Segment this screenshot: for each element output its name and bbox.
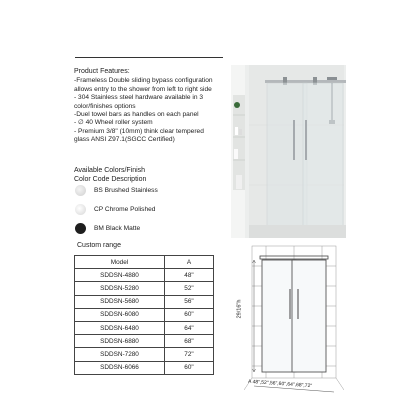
colors-heading-line2: Color Code Description <box>74 175 147 183</box>
custom-range-title: Custom range <box>77 242 121 249</box>
feature-line: - ∅ 40 Wheel roller system <box>74 119 153 127</box>
table-row <box>75 321 214 334</box>
color-option-bs <box>75 184 158 196</box>
table-row <box>75 269 214 282</box>
width-cell: 60" <box>165 308 214 321</box>
colors-heading <box>74 167 146 184</box>
width-cell: 68" <box>165 335 214 348</box>
color-label: CP Chrome Polished <box>94 205 156 213</box>
model-cell: SDDSN-6480 <box>75 321 165 334</box>
dimension-drawing <box>236 244 344 394</box>
feature-line: - Premium 3/8" (10mm) think clear tempered <box>74 127 204 135</box>
shower-photo <box>231 65 346 238</box>
feature-line: -Duel towel bars as handles on each panel <box>74 111 199 119</box>
top-divider <box>75 57 223 58</box>
width-cell: 52" <box>165 282 214 295</box>
features-heading: Product Features: <box>74 68 130 75</box>
color-label: BM Black Matte <box>94 224 141 232</box>
width-cell: 56" <box>165 295 214 308</box>
model-cell: SDDSN-6080 <box>75 308 165 321</box>
column-header-model: Model <box>75 256 165 269</box>
feature-line: -Frameless Double sliding bypass configuration <box>74 77 213 85</box>
chrome-polished-swatch <box>75 204 86 215</box>
product-features <box>74 68 232 145</box>
model-cell: SDDSN-6066 <box>75 361 165 374</box>
color-label: BS Brushed Stainless <box>94 186 158 194</box>
feature-line: glass ANSI Z97.1(SGCC Certified) <box>74 136 175 144</box>
table-row <box>75 361 214 374</box>
table-row <box>75 295 214 308</box>
column-header-a: A <box>165 256 214 269</box>
model-cell: SDDSN-7280 <box>75 348 165 361</box>
model-cell: SDDSN-6880 <box>75 335 165 348</box>
table-row <box>75 308 214 321</box>
feature-line: allows entry to the shower from left to right side <box>74 85 212 93</box>
brushed-stainless-swatch <box>75 185 86 196</box>
table-row <box>75 335 214 348</box>
color-option-cp <box>75 203 155 215</box>
model-cell: SDDSN-4880 <box>75 269 165 282</box>
width-cell: 64" <box>165 321 214 334</box>
table-row <box>75 282 214 295</box>
feature-line: - 304 Stainless steel hardware available in 3 <box>74 94 204 102</box>
width-cell: 72" <box>165 348 214 361</box>
width-dimension-label: A 48",52",56",60",64",68",72" <box>247 378 313 390</box>
table-header-row <box>75 256 214 269</box>
width-cell: 60" <box>165 361 214 374</box>
color-option-bm <box>75 222 140 234</box>
table-row <box>75 348 214 361</box>
colors-heading-line1: Available Colors/Finish <box>74 167 146 174</box>
feature-line: color/finishes options <box>74 102 136 110</box>
height-dimension-label: 29/16"h <box>236 299 243 319</box>
custom-range-table <box>74 255 214 375</box>
black-matte-swatch <box>75 223 86 234</box>
model-cell: SDDSN-5280 <box>75 282 165 295</box>
model-cell: SDDSN-5680 <box>75 295 165 308</box>
width-cell: 48" <box>165 269 214 282</box>
